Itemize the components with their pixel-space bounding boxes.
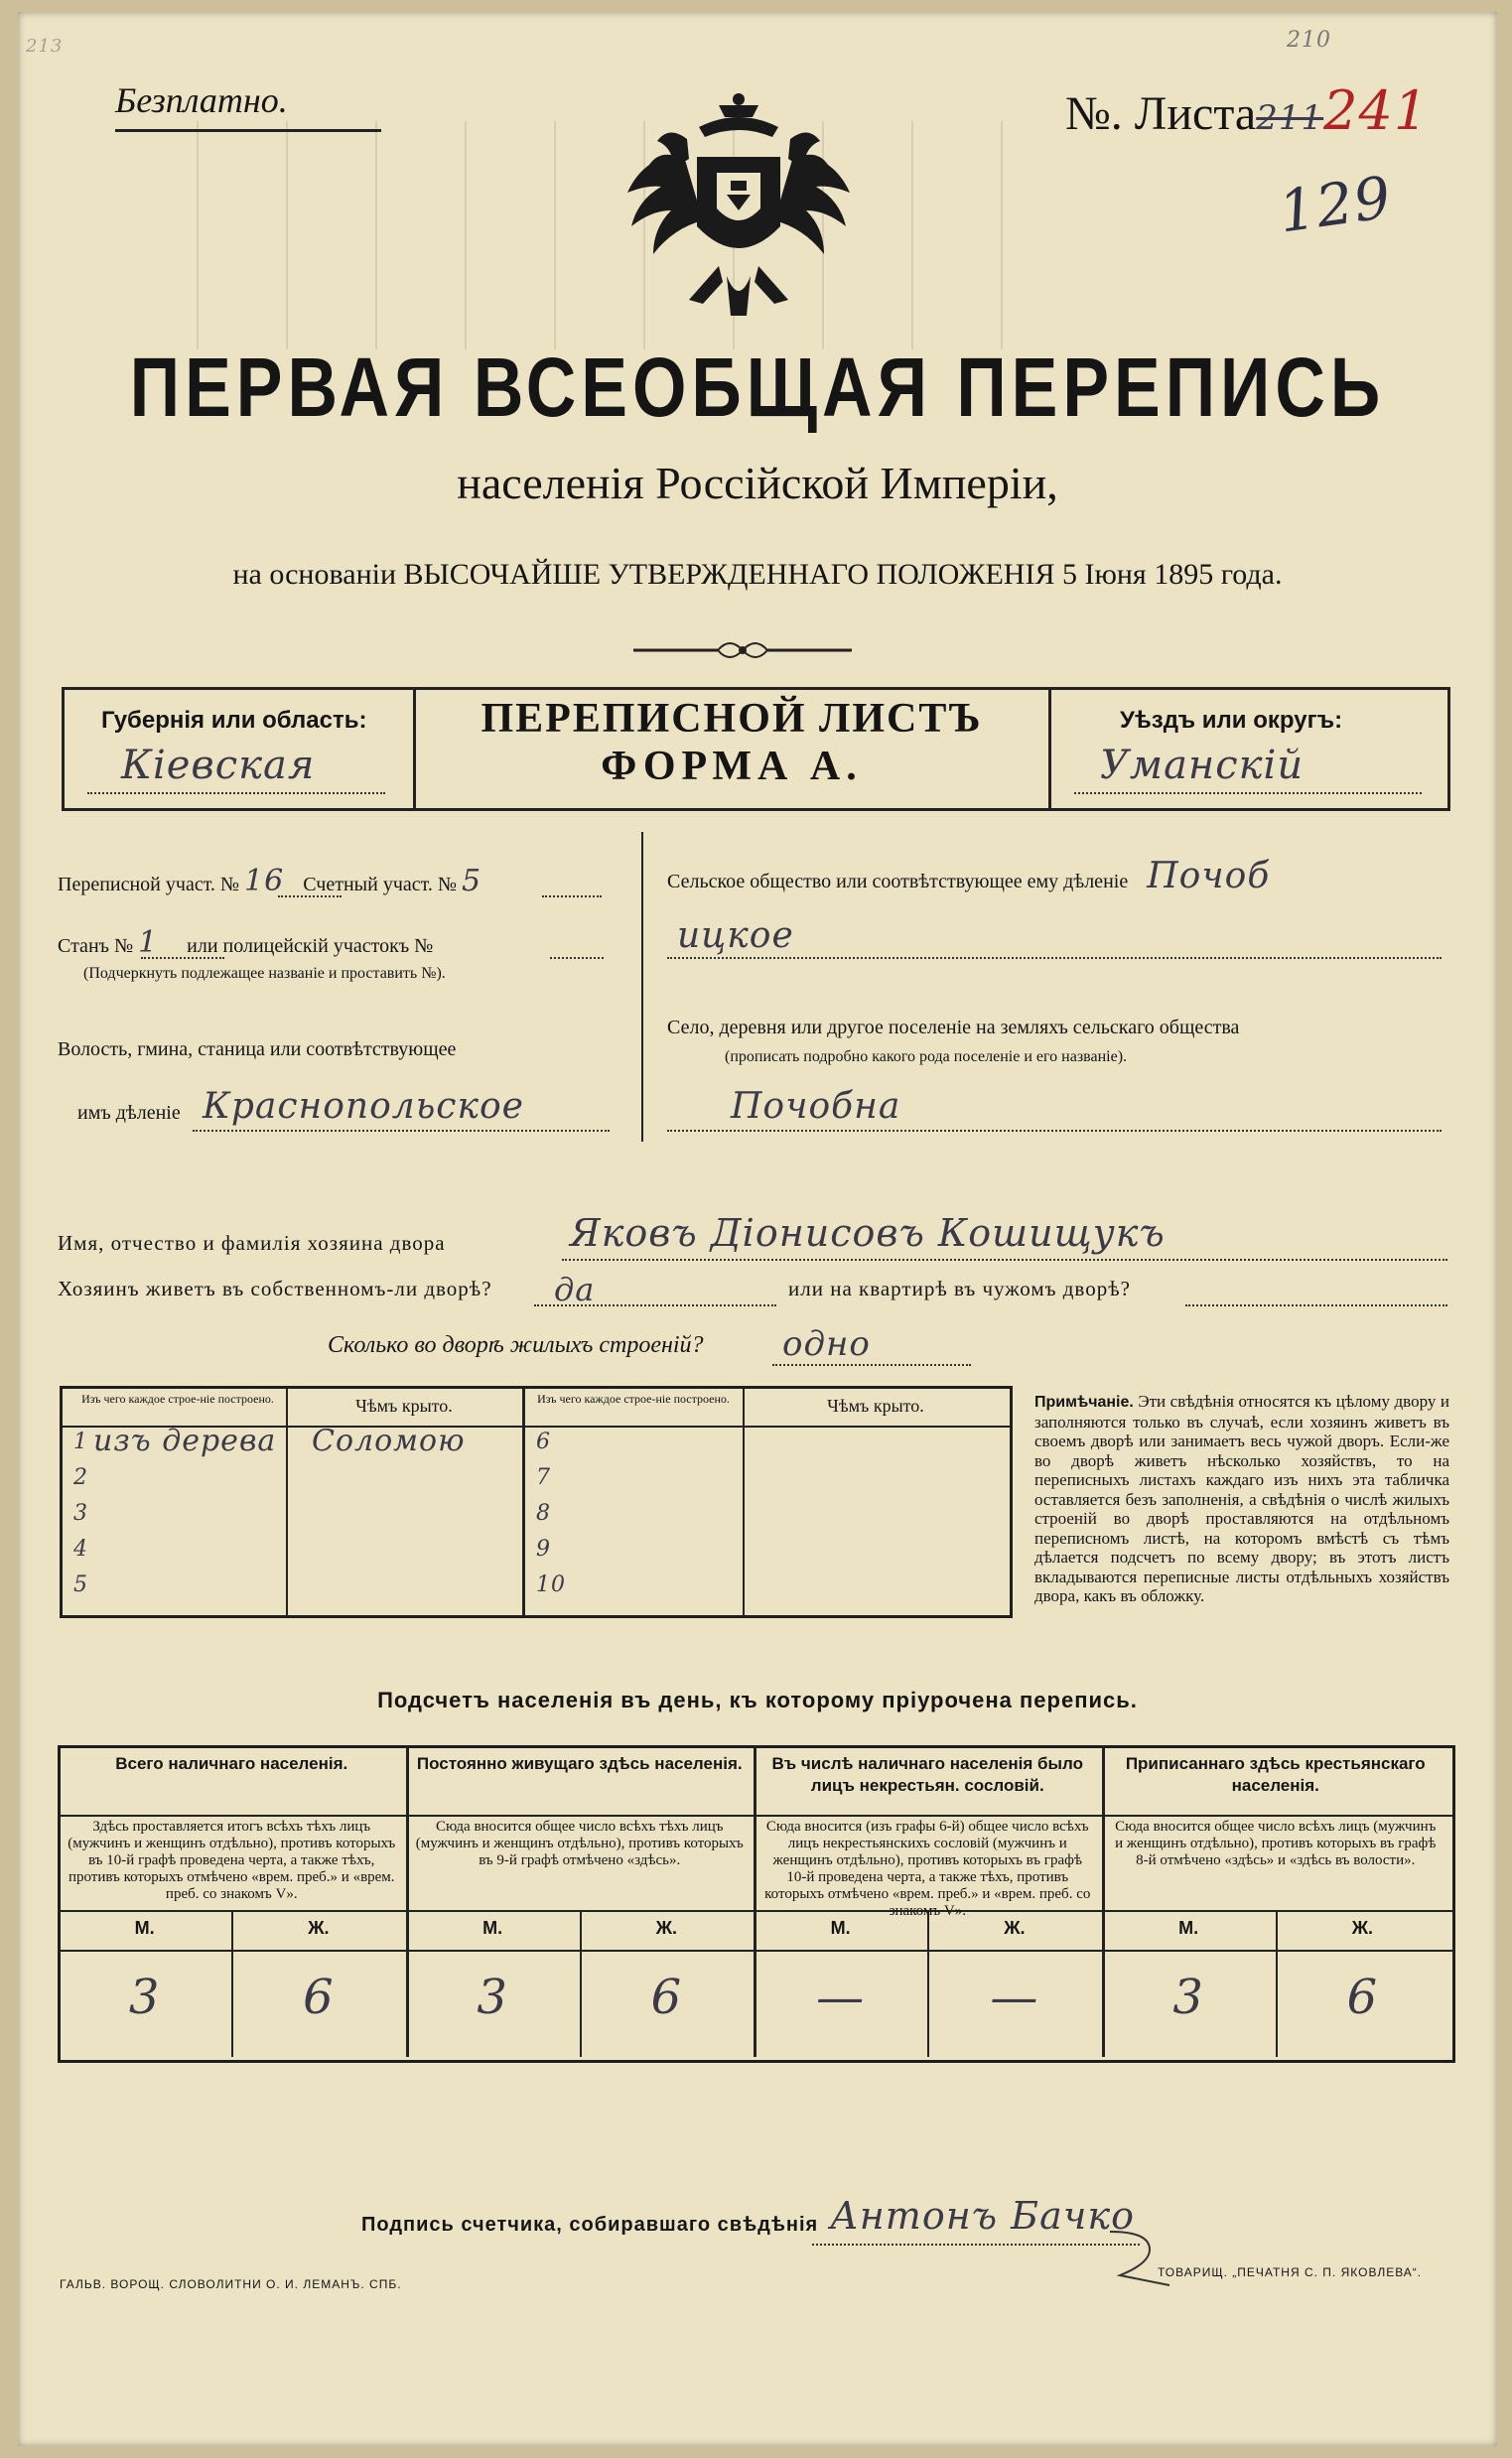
population-column-heading: Постоянно живущаго здѣсь населенія. — [416, 1754, 743, 1773]
population-column-note: Сюда вносится общее число всѣхъ лицъ (мужчинъ и женщинъ отдѣльно), противъ которыхъ въ графѣ 8-й отмѣчено «здѣсь» и «здѣсь въ волости». — [1115, 1819, 1437, 1868]
double-headed-eagle-icon — [627, 87, 850, 326]
building-material-cell[interactable]: изъ дерева — [93, 1424, 277, 1458]
population-male-value[interactable]: 3 — [128, 1970, 161, 2025]
buildings-header-material-left: Изъ чего каждое строе-ніе построено. — [81, 1392, 274, 1406]
main-title: ПЕРВАЯ ВСЕОБЩАЯ ПЕРЕПИСЬ — [129, 341, 1386, 434]
buildings-col-div-3 — [743, 1389, 745, 1615]
bleed-through-texture — [197, 121, 1011, 349]
buildings-dotted-line — [772, 1364, 971, 1366]
form-header-divider-right — [1048, 687, 1051, 811]
sheet-number-value: 241 — [1323, 79, 1430, 142]
buildings-col-div-2 — [522, 1389, 525, 1615]
population-female-value[interactable]: 6 — [1346, 1970, 1379, 2025]
population-female-label: Ж. — [1351, 1918, 1374, 1938]
gubernia-value[interactable]: Кіевская — [121, 743, 316, 788]
volost-label-2: имъ дѣленіе — [77, 1102, 181, 1124]
buildings-header-roof-left: Чѣмъ крыто. — [355, 1396, 453, 1416]
population-male-label: М. — [1178, 1918, 1199, 1938]
building-row-number: 10 — [536, 1572, 566, 1597]
census-district-value[interactable]: 16 — [244, 864, 285, 898]
gubernia-dotted-line — [87, 792, 385, 794]
census-district-dotted-line — [278, 895, 342, 897]
census-district-row — [58, 864, 481, 898]
population-male-value[interactable]: 3 — [1172, 1970, 1204, 2025]
village-hint: (прописать подробно какого рода поселеніе и его названіе). — [725, 1048, 1128, 1065]
society-value-1[interactable]: Почоб — [1147, 856, 1271, 896]
uezd-label: Уѣздъ или округъ: — [1120, 707, 1343, 734]
population-column-heading: Приписаннаго здѣсь крестьянскаго населенія. — [1125, 1754, 1426, 1795]
population-column-note: Сюда вносится общее число всѣхъ тѣхъ лицъ (мужчинъ и женщинъ отдѣльно), противъ которыхъ въ 9-й графѣ отмѣчено «здѣсь». — [415, 1819, 744, 1868]
owner-name-label: Имя, отчество и фамилія хозяина двора — [58, 1231, 446, 1255]
building-row-number: 1 — [73, 1430, 88, 1454]
page-number-handwritten: 129 — [1274, 163, 1396, 246]
building-row-number: 2 — [73, 1465, 88, 1490]
police-label: или полицейскій участокъ № — [187, 935, 434, 957]
building-row-number: 3 — [73, 1501, 88, 1526]
buildings-note-title: Примѣчаніе. — [1034, 1394, 1134, 1411]
society-value-2[interactable]: ицкое — [677, 915, 794, 956]
signature-label: Подпись счетчика, собиравшаго свѣдѣнія — [361, 2214, 819, 2236]
free-label-underline — [115, 129, 381, 132]
buildings-note — [1034, 1392, 1449, 1606]
stan-row — [58, 925, 433, 960]
police-dotted-line — [550, 957, 604, 959]
population-male-label: М. — [482, 1918, 503, 1938]
building-roof-cell[interactable]: Соломою — [312, 1424, 466, 1458]
top-left-faint-number: 213 — [26, 36, 64, 57]
form-title — [415, 695, 1048, 790]
population-female-label: Ж. — [1004, 1918, 1026, 1938]
building-row-number: 4 — [73, 1537, 88, 1562]
uezd-dotted-line — [1074, 792, 1422, 794]
form-header-left-edge — [62, 687, 65, 811]
form-header-bottom-line — [62, 808, 1449, 811]
population-column-note: Здѣсь проставляется итогъ всѣхъ тѣхъ лицъ (мужчинъ и женщинъ отдѣльно), противъ которыхъ въ 10-й графѣ проведена черта, а также тѣхъ, противъ которыхъ отмѣчено «врем. преб.» и «врем. преб. со знакомъ V». — [68, 1819, 396, 1902]
building-row-number: 6 — [536, 1430, 551, 1454]
society-dotted-line — [667, 957, 1442, 959]
buildings-note-text: Эти свѣдѣнія относятся къ цѣлому двору и заполняются только въ случаѣ, если хозяинъ живетъ въ своемъ дворѣ или занимаетъ весь чужой дворъ. Если-же во дворѣ живетъ нѣсколько хозяйствъ, то на переписныхъ листахъ каждаго изъ нихъ эта табличка оставляется безъ заполненія, а свѣдѣнія о числѣ жилыхъ строеній во дворѣ проставляются на отдѣльномъ переписномъ листѣ, на которомъ вмѣстѣ съ тѣмъ дѣлается подсчетъ по всему двору; въ этотъ листъ вкладываются переписные листы отдѣльныхъ хозяйствъ двора, какъ въ обложку. — [1034, 1392, 1449, 1605]
census-district-label: Переписной участ. № — [58, 874, 240, 895]
owner-residence-alt-label: или на квартирѣ въ чужомъ дворѣ? — [788, 1277, 1131, 1300]
owner-residence-alt-dotted-line — [1185, 1304, 1447, 1306]
sheet-number-struck: 211 — [1256, 98, 1324, 138]
village-value[interactable]: Почобна — [731, 1086, 901, 1127]
building-row-number: 9 — [536, 1537, 551, 1562]
count-district-value[interactable]: 5 — [461, 864, 482, 898]
society-label: Сельское общество или соотвѣтствующее ему дѣленіе — [667, 871, 1129, 892]
signature-value[interactable]: Антонъ Бачко — [830, 2194, 1135, 2238]
owner-residence-dotted-line — [534, 1304, 776, 1306]
population-male-label: М. — [134, 1918, 155, 1938]
ornament-divider-icon — [623, 635, 862, 665]
census-sheet — [18, 12, 1497, 2446]
building-row-number: 5 — [73, 1572, 88, 1597]
uezd-value[interactable]: Уманскій — [1100, 743, 1305, 788]
population-column-heading: Всего наличнаго населенія. — [115, 1754, 348, 1773]
basis-line: на основаніи ВЫСОЧАЙШЕ УТВЕРЖДЕННАГО ПОЛОЖЕНІЯ 5 Іюня 1895 года. — [232, 558, 1283, 591]
population-female-value[interactable]: — — [990, 1970, 1039, 2025]
form-header-right-edge — [1447, 687, 1450, 811]
count-district-label: Счетный участ. № — [303, 874, 457, 895]
village-label: Село, деревня или другое поселеніе на земляхъ сельскаго общества — [667, 1017, 1240, 1038]
population-column-heading: Въ числѣ наличнаго населенія было лицъ некрестьян. сословій. — [771, 1754, 1083, 1795]
count-district-dotted-line — [542, 895, 602, 897]
buildings-col-div-1 — [286, 1389, 288, 1615]
owner-residence-value[interactable]: да — [554, 1271, 596, 1308]
buildings-value[interactable]: одно — [782, 1324, 871, 1364]
signature-flourish-icon — [1100, 2222, 1179, 2291]
imprint-right: ТОВАРИЩ. „ПЕЧАТНЯ С. П. ЯКОВЛЕВА“. — [1158, 2265, 1423, 2279]
population-female-value[interactable]: 6 — [303, 1970, 335, 2025]
form-title-line2: ФОРМА А. — [601, 744, 863, 789]
volost-label-1: Волость, гмина, станица или соотвѣтствующее — [58, 1038, 457, 1060]
population-female-label: Ж. — [655, 1918, 678, 1938]
subtitle: населенія Россійской Имперіи, — [457, 458, 1058, 508]
population-male-value[interactable]: — — [816, 1970, 866, 2025]
stan-value[interactable]: 1 — [138, 925, 159, 960]
buildings-header-material-right: Изъ чего каждое строе-ніе построено. — [537, 1392, 730, 1406]
owner-name-dotted-line — [562, 1259, 1447, 1261]
building-row-number: 8 — [536, 1501, 551, 1526]
population-column-note: Сюда вносится (изъ графы 6-й) общее число всѣхъ лицъ некрестьянскихъ сословій (мужчинъ и женщинъ отдѣльно), противъ которыхъ въ графѣ 10-й проведена черта, а также тѣхъ, противъ которыхъ отмѣчено «врем. преб.» и «врем. преб. со знакомъ V». — [764, 1819, 1091, 1919]
population-female-label: Ж. — [308, 1918, 330, 1938]
owner-residence-label: Хозяинъ живетъ въ собственномъ-ли дворѣ? — [58, 1277, 492, 1300]
sheet-number-label: №. Листа — [1065, 87, 1257, 140]
gubernia-label: Губернія или область: — [101, 707, 367, 734]
sheet-number — [1065, 79, 1429, 142]
fields-divider — [641, 832, 643, 1142]
signature-dotted-line — [812, 2244, 1140, 2246]
underline-hint: (Подчеркнуть подлежащее названіе и проставить №). — [83, 965, 446, 982]
form-title-line1: ПЕРЕПИСНОЙ ЛИСТЪ — [481, 696, 983, 742]
volost-value[interactable]: Краснопольское — [203, 1086, 524, 1127]
stan-label: Станъ № — [58, 935, 134, 957]
form-header-top-line — [62, 687, 1449, 690]
stan-dotted-line — [141, 957, 224, 959]
buildings-header-roof-right: Чѣмъ крыто. — [827, 1396, 924, 1416]
population-male-label: М. — [830, 1918, 851, 1938]
free-label: Безплатно. — [115, 80, 288, 120]
buildings-label: Сколько во дворѣ жилыхъ строеній? — [328, 1332, 704, 1358]
volost-dotted-line — [193, 1130, 610, 1132]
population-title: Подсчетъ населенія въ день, къ которому пріурочена перепись. — [377, 1688, 1138, 1712]
top-right-pencil-number: 210 — [1287, 28, 1331, 53]
owner-name-value[interactable]: Яковъ Діонисовъ Кошищукъ — [570, 1211, 1166, 1255]
imprint-left: ГАЛЬВ. ВОРОЩ. СЛОВОЛИТНИ О. И. ЛЕМАНЪ. СПБ. — [60, 2277, 402, 2291]
village-dotted-line — [667, 1130, 1442, 1132]
society-row — [667, 856, 1270, 896]
population-male-value[interactable]: 3 — [477, 1970, 508, 2025]
building-row-number: 7 — [536, 1465, 551, 1490]
population-female-value[interactable]: 6 — [650, 1970, 683, 2025]
